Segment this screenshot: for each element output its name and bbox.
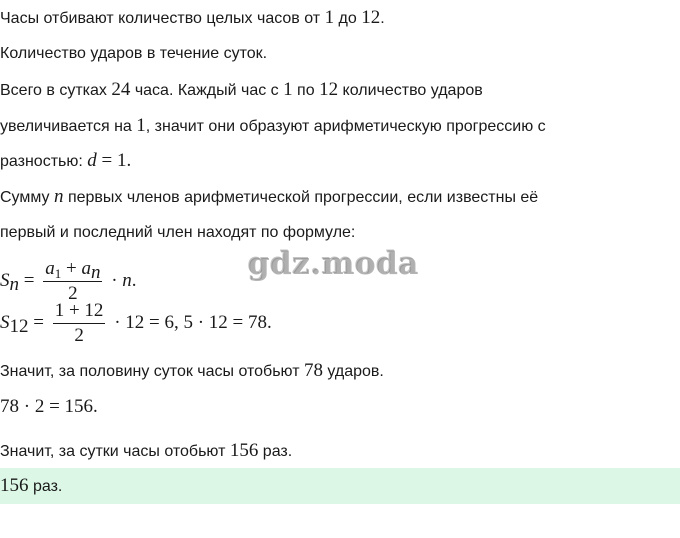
- text: Значит, за половину суток часы отобьют: [0, 363, 304, 380]
- text: разностью:: [0, 153, 88, 170]
- watermark: gdz.moda: [248, 246, 419, 282]
- text: , значит они образуют арифметическую прогрессию с: [145, 118, 546, 135]
- math-subscript: 1: [54, 266, 62, 282]
- math-number: 156: [229, 440, 259, 461]
- text: часа. Каждый час с: [130, 82, 284, 99]
- math-number: 1: [136, 115, 146, 136]
- math-expression: · 12 = 6, 5 · 12 = 78.: [109, 312, 272, 333]
- text: количество ударов: [338, 82, 483, 99]
- text-line-7: [0, 222, 355, 244]
- math-variable: d: [87, 150, 97, 171]
- fraction-numerator: 1 + 12: [53, 299, 106, 324]
- math-subscript: n: [9, 274, 19, 295]
- math-operator: ·: [106, 270, 123, 291]
- text-line-half-day: [0, 360, 384, 383]
- text: Значит, за сутки часы отобьют: [0, 443, 230, 460]
- text: Сумму: [0, 189, 54, 206]
- answer-number: 156: [0, 475, 29, 496]
- math-variable: a: [45, 258, 55, 280]
- text: до: [334, 10, 362, 27]
- math-operator: =: [19, 270, 40, 291]
- text: увеличивается на: [0, 118, 137, 135]
- math-variable: S: [0, 270, 10, 291]
- formula-double: [0, 396, 98, 419]
- math-operator: +: [61, 258, 82, 280]
- text: Всего в сутках: [0, 82, 112, 99]
- formula-s12: [0, 298, 272, 349]
- math-subscript: n: [90, 262, 101, 284]
- text: первый и последний член находят по формуле:: [0, 224, 356, 241]
- text: раз.: [258, 443, 293, 460]
- math-number: 1: [324, 7, 335, 28]
- text-line-3: [0, 79, 483, 102]
- answer-box: [0, 468, 680, 504]
- text-line-4: [0, 115, 546, 138]
- text-line-6: [0, 186, 538, 209]
- text-line-full-day: [0, 440, 292, 463]
- text: .: [380, 10, 385, 27]
- fraction-denominator: 2: [74, 325, 84, 347]
- answer-text: раз.: [28, 478, 63, 495]
- text: Количество ударов в течение суток.: [0, 45, 268, 62]
- text: Часы отбивают количество целых часов от: [0, 10, 325, 27]
- math-variable: n: [122, 270, 132, 291]
- text: по: [292, 82, 320, 99]
- text-line-5: [0, 150, 131, 173]
- math-variable: S: [0, 312, 10, 333]
- math-number: 12: [361, 7, 381, 28]
- fraction: [53, 299, 106, 348]
- text: ударов.: [322, 363, 384, 380]
- math-expression: = 1.: [96, 150, 132, 171]
- math-number: 24: [111, 79, 131, 100]
- math-variable: n: [54, 186, 64, 207]
- math-expression: 78 · 2 = 156.: [0, 396, 98, 417]
- math-operator: .: [131, 270, 137, 291]
- fraction-denominator: 2: [68, 283, 78, 305]
- answer-line: [0, 475, 62, 498]
- math-number: 78: [303, 360, 323, 381]
- math-variable: a: [81, 258, 91, 280]
- math-subscript: 12: [9, 316, 29, 337]
- math-operator: =: [28, 312, 49, 333]
- fraction-numerator: [43, 257, 102, 282]
- text-line-2: [0, 43, 267, 65]
- text-line-1: [0, 7, 385, 30]
- math-number: 12: [319, 79, 339, 100]
- text: первых членов арифметической прогрессии, если известны её: [63, 189, 539, 206]
- math-number: 1: [283, 79, 293, 100]
